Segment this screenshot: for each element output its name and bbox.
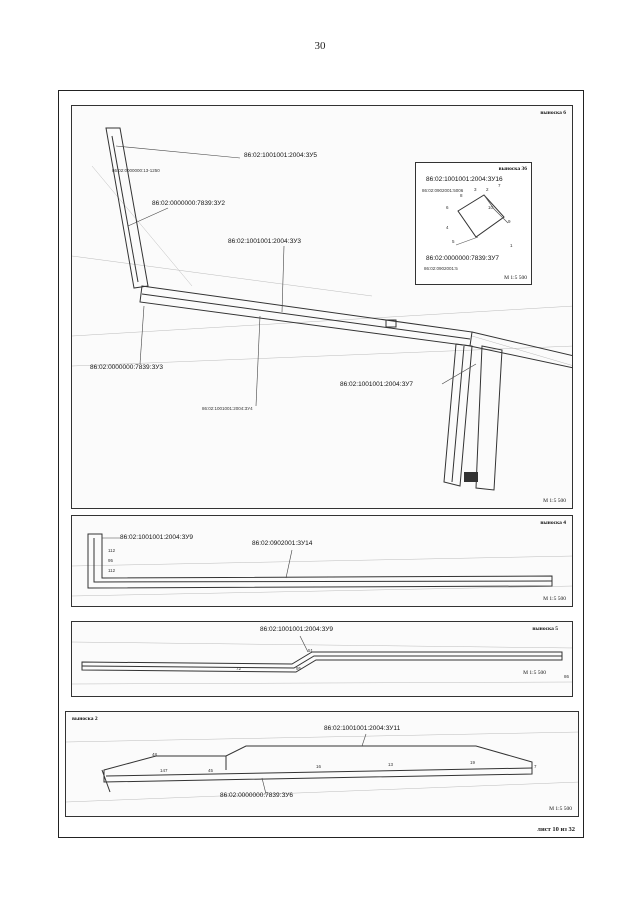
panel-4-label-zu6: 86:02:0000000:7839:ЗУ6 xyxy=(220,792,294,799)
inset-point: 7 xyxy=(498,183,501,188)
panel-vynoska-5 xyxy=(71,621,573,697)
inset-label-zu16: 86:02:1001001:2004:ЗУ16 xyxy=(426,176,503,183)
inset-label-small-a: 86:02:0902001:5006 xyxy=(422,188,464,193)
panel-4-point: 45 xyxy=(208,768,214,773)
inset-point: 9 xyxy=(508,219,511,224)
panel-3-point: 72 xyxy=(236,666,242,671)
panel-3-point: 51 xyxy=(308,648,314,653)
panel-4-point: 16 xyxy=(316,764,322,769)
panel-1-scale: M 1:5 500 xyxy=(543,498,566,504)
panel-4-point: 7 xyxy=(534,764,537,769)
label-zu3: 86:02:1001001:2004:ЗУ3 xyxy=(228,238,302,245)
panel-3-label-zu9: 86:02:1001001:2004:ЗУ9 xyxy=(260,626,334,633)
inset-point: 10 xyxy=(488,205,494,210)
panel-4-label-zu11: 86:02:1001001:2004:ЗУ11 xyxy=(324,725,401,732)
page-number: 30 xyxy=(314,40,326,52)
label-zu5: 86:02:1001001:2004:ЗУ5 xyxy=(244,152,318,159)
inset-parcel xyxy=(458,195,504,237)
panel-2-point: 112 xyxy=(108,548,116,553)
panel-vynoska-2 xyxy=(65,711,579,817)
inset-point: 3 xyxy=(474,187,477,192)
sheet-footer: лист 10 из 32 xyxy=(537,826,575,833)
panel-4-point: 147 xyxy=(160,768,168,773)
inset-label-zu7: 86:02:0000000:7839:ЗУ7 xyxy=(426,255,500,262)
corridor-p3 xyxy=(82,652,562,672)
inset-scale: M 1:5 500 xyxy=(504,275,527,281)
panel-vynoska-6 xyxy=(71,105,573,509)
label-zu3b: 86:02:0000000:7839:ЗУ3 xyxy=(90,364,164,371)
inset-point: 8 xyxy=(460,193,463,198)
inset-point: 1 xyxy=(510,243,513,248)
panel-1-title: выноска 6 xyxy=(540,110,566,116)
panel-4-scale: M 1:5 500 xyxy=(549,806,572,812)
inset-label-small-b: 86:02:0902001:5 xyxy=(424,266,458,271)
panel-4-point: 13 xyxy=(388,762,394,767)
label-zu2: 86:02:0000000:7839:ЗУ2 xyxy=(152,200,226,207)
drawing-sheet xyxy=(58,90,584,838)
panel-3-drawing xyxy=(72,622,573,697)
panel-3-point: 86 xyxy=(564,674,570,679)
panel-2-label-zu9: 86:02:1001001:2004:ЗУ9 xyxy=(120,534,194,541)
inset-point: 2 xyxy=(486,187,489,192)
panel-4-drawing xyxy=(66,712,579,817)
marker-block xyxy=(464,472,478,482)
inset-title: выноска 36 xyxy=(498,166,527,172)
panel-2-point: 112 xyxy=(108,568,116,573)
panel-4-point: 19 xyxy=(470,760,476,765)
inset-point: 5 xyxy=(452,239,455,244)
panel-2-scale: M 1:5 500 xyxy=(543,596,566,602)
inset-point: 4 xyxy=(446,225,449,230)
panel-2-point: 95 xyxy=(108,558,114,563)
panel-2-drawing xyxy=(72,516,573,607)
panel-3-scale: M 1:5 500 xyxy=(523,670,546,676)
label-zu7: 86:02:1001001:2004:ЗУ7 xyxy=(340,381,414,388)
label-zu4: 86:02:1001001:2004:ЗУ4 xyxy=(202,406,253,411)
panel-3-title: выноска 5 xyxy=(532,626,558,632)
corridor-main xyxy=(140,286,573,368)
label-small-top: 86:02:0000000:13-1250 xyxy=(112,168,160,173)
panel-3-point: 95 xyxy=(296,666,302,671)
inset-point: 6 xyxy=(446,205,449,210)
panel-vynoska-4 xyxy=(71,515,573,607)
panel-2-title: выноска 4 xyxy=(540,520,566,526)
panel-4-title: выноска 2 xyxy=(72,716,98,722)
inset-vynoska-36 xyxy=(415,162,532,285)
panel-2-label-zu14: 86:02:0902001:ЗУ14 xyxy=(252,540,313,547)
panel-4-point: 48 xyxy=(152,752,158,757)
